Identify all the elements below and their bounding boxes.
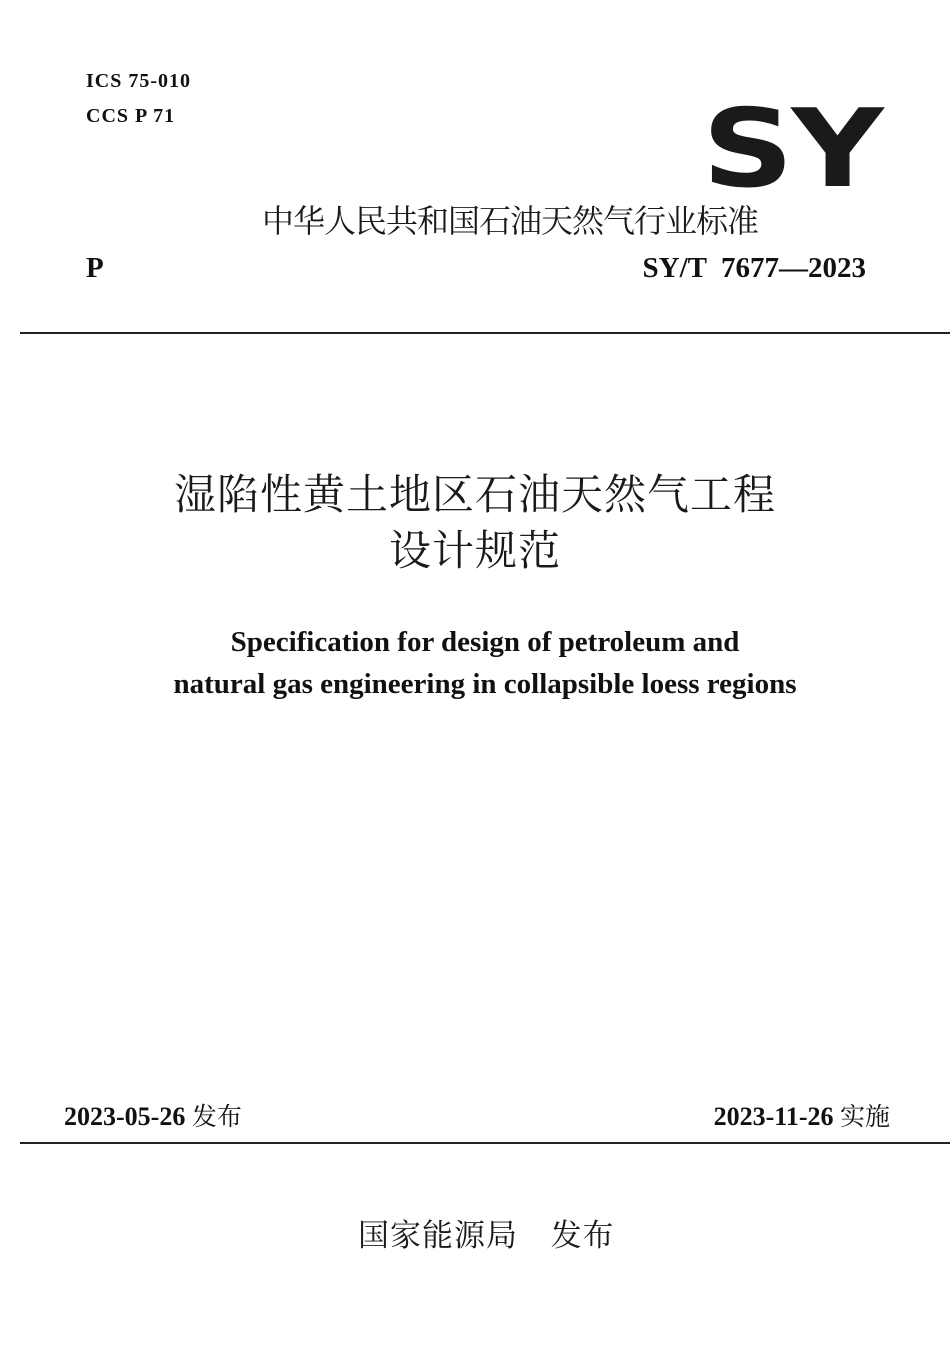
bottom-divider [20, 1142, 950, 1144]
top-divider [20, 332, 950, 334]
implementation-date-line [714, 1097, 890, 1133]
english-title-line-1: Specification for design of petroleum and [230, 626, 740, 658]
chinese-title-line-1: 湿陷性黄土地区石油天然气工程 [173, 470, 776, 519]
standard-number: SY/T 7677—2023 [642, 252, 866, 284]
publisher-name: 国家能源局 [358, 1218, 518, 1254]
publisher-line [358, 1210, 615, 1255]
implementation-date: 2023-11-26 [713, 1102, 834, 1131]
publisher-action: 发布 [550, 1218, 615, 1254]
ics-code: ICS 75-010 [86, 70, 192, 92]
issue-label: 发布 [191, 1102, 242, 1131]
implementation-label: 实施 [839, 1102, 890, 1131]
issue-date-line [64, 1097, 242, 1133]
chinese-title-line-2: 设计规范 [388, 526, 561, 575]
ccs-code: CCS P 71 [86, 105, 176, 127]
industry-standard-heading: 中华人民共和国石油天然气行业标准 [262, 202, 759, 240]
issue-date: 2023-05-26 [64, 1102, 186, 1131]
sy-logo: SY [702, 87, 882, 212]
english-title-line-2: natural gas engineering in collapsible loess regions [173, 668, 797, 700]
category-letter: P [86, 252, 104, 284]
